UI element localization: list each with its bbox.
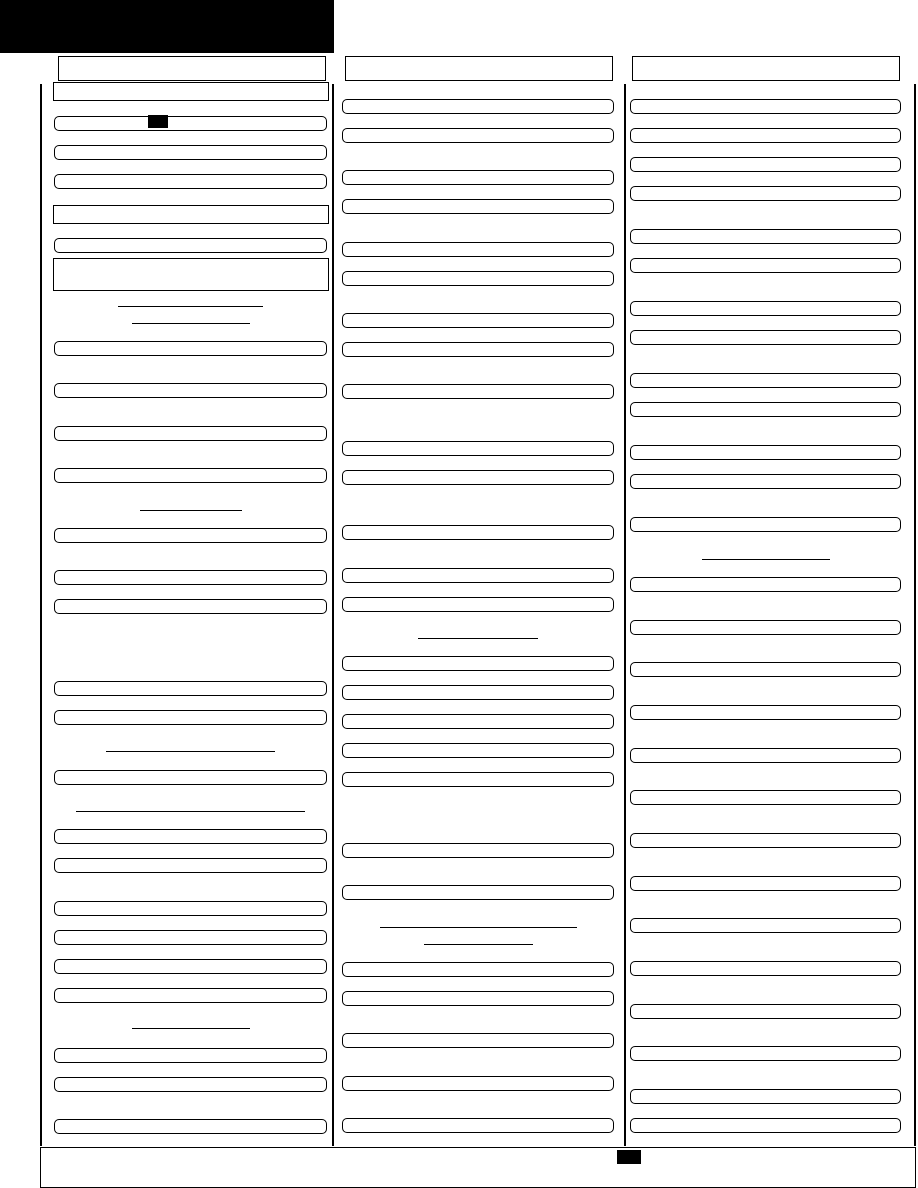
col3-field-23[interactable] [630, 961, 901, 976]
col3-field-15[interactable] [630, 620, 901, 635]
col2-field-1[interactable] [342, 99, 614, 114]
col2-field-23[interactable] [342, 991, 614, 1006]
col1-subheading-line-5 [76, 811, 305, 812]
col2-field-3[interactable] [342, 170, 614, 185]
column-divider-right [914, 84, 916, 1146]
col2-field-2[interactable] [342, 128, 614, 143]
col1-field-17[interactable] [54, 901, 327, 916]
col2-field-18[interactable] [342, 743, 614, 758]
footer-certification-box[interactable] [40, 1147, 916, 1188]
col1-field-2[interactable] [54, 145, 327, 160]
col3-field-11[interactable] [630, 445, 901, 460]
col2-field-6[interactable] [342, 271, 614, 286]
col2-field-10[interactable] [342, 441, 614, 456]
col3-field-12[interactable] [630, 474, 901, 489]
form-title-block [0, 0, 334, 53]
col2-field-25[interactable] [342, 1076, 614, 1091]
col1-field-13[interactable] [54, 710, 327, 725]
col1-field-20[interactable] [54, 988, 327, 1003]
col3-field-26[interactable] [630, 1089, 901, 1104]
col1-field-7[interactable] [54, 426, 327, 441]
col3-field-24[interactable] [630, 1004, 901, 1019]
col3-field-17[interactable] [630, 705, 901, 720]
col2-field-16[interactable] [342, 685, 614, 700]
col1-field-9[interactable] [54, 528, 327, 543]
col2-field-11[interactable] [342, 470, 614, 485]
col3-field-13[interactable] [630, 517, 901, 532]
col2-field-21[interactable] [342, 885, 614, 900]
col1-field-22[interactable] [54, 1077, 327, 1092]
column-divider-1 [332, 84, 334, 1146]
col3-field-1[interactable] [630, 99, 901, 114]
col1-field-18[interactable] [54, 930, 327, 945]
col2-field-15[interactable] [342, 656, 614, 671]
col3-field-10[interactable] [630, 402, 901, 417]
col2-field-5[interactable] [342, 242, 614, 257]
footer-marker [617, 1150, 641, 1164]
col2-field-4[interactable] [342, 199, 614, 214]
col3-field-4[interactable] [630, 186, 901, 201]
col3-field-27[interactable] [630, 1118, 901, 1133]
col3-subheading-line-1 [702, 559, 830, 560]
col1-section-box-2[interactable] [53, 205, 329, 224]
col3-field-3[interactable] [630, 157, 901, 172]
col2-field-24[interactable] [342, 1033, 614, 1048]
col2-subheading-line-3 [424, 944, 533, 945]
column-header-2 [345, 56, 613, 81]
col2-field-17[interactable] [342, 714, 614, 729]
col1-field-16[interactable] [54, 858, 327, 873]
col3-field-25[interactable] [630, 1046, 901, 1061]
col2-field-19[interactable] [342, 772, 614, 787]
col1-field-21[interactable] [54, 1048, 327, 1063]
col2-subheading-line-1 [418, 638, 538, 639]
col1-field-11[interactable] [54, 599, 327, 614]
column-header-3 [632, 56, 900, 81]
col2-field-26[interactable] [342, 1118, 614, 1133]
column-divider-left [40, 84, 42, 1146]
column-divider-2 [624, 84, 626, 1146]
col3-field-21[interactable] [630, 876, 901, 891]
col1-field-4[interactable] [54, 238, 327, 253]
col3-field-16[interactable] [630, 662, 901, 677]
col1-subheading-line-2 [132, 323, 250, 324]
col1-section-box-3[interactable] [53, 258, 329, 291]
col1-field-12[interactable] [54, 681, 327, 696]
col3-field-22[interactable] [630, 918, 901, 933]
col3-field-5[interactable] [630, 229, 901, 244]
col1-field-10[interactable] [54, 570, 327, 585]
col3-field-19[interactable] [630, 790, 901, 805]
col3-field-7[interactable] [630, 301, 901, 316]
col2-field-9[interactable] [342, 384, 614, 399]
col1-field-14[interactable] [54, 770, 327, 785]
col3-field-2[interactable] [630, 128, 901, 143]
col2-field-22[interactable] [342, 962, 614, 977]
col1-field-23[interactable] [54, 1119, 327, 1134]
col2-field-8[interactable] [342, 342, 614, 357]
col2-field-12[interactable] [342, 525, 614, 540]
col1-subheading-line-6 [132, 1028, 250, 1029]
col1-field-1-marker [148, 115, 168, 128]
col1-subheading-line-1 [118, 306, 263, 307]
col1-section-box-1[interactable] [53, 82, 329, 101]
col2-field-20[interactable] [342, 843, 614, 858]
col2-subheading-line-2 [380, 927, 577, 928]
col1-field-6[interactable] [54, 383, 327, 398]
col3-field-6[interactable] [630, 258, 901, 273]
col1-field-1[interactable] [54, 116, 327, 131]
col3-field-9[interactable] [630, 373, 901, 388]
col2-field-7[interactable] [342, 313, 614, 328]
column-header-1 [58, 56, 326, 81]
col3-field-18[interactable] [630, 748, 901, 763]
col2-field-14[interactable] [342, 597, 614, 612]
col1-field-5[interactable] [54, 341, 327, 356]
col1-field-15[interactable] [54, 829, 327, 844]
col1-field-3[interactable] [54, 174, 327, 189]
col1-subheading-line-3 [140, 510, 242, 511]
col3-field-14[interactable] [630, 577, 901, 592]
col3-field-8[interactable] [630, 330, 901, 345]
col1-field-19[interactable] [54, 959, 327, 974]
col3-field-20[interactable] [630, 833, 901, 848]
col1-field-8[interactable] [54, 468, 327, 483]
col2-field-13[interactable] [342, 568, 614, 583]
col1-subheading-line-4 [106, 751, 275, 752]
